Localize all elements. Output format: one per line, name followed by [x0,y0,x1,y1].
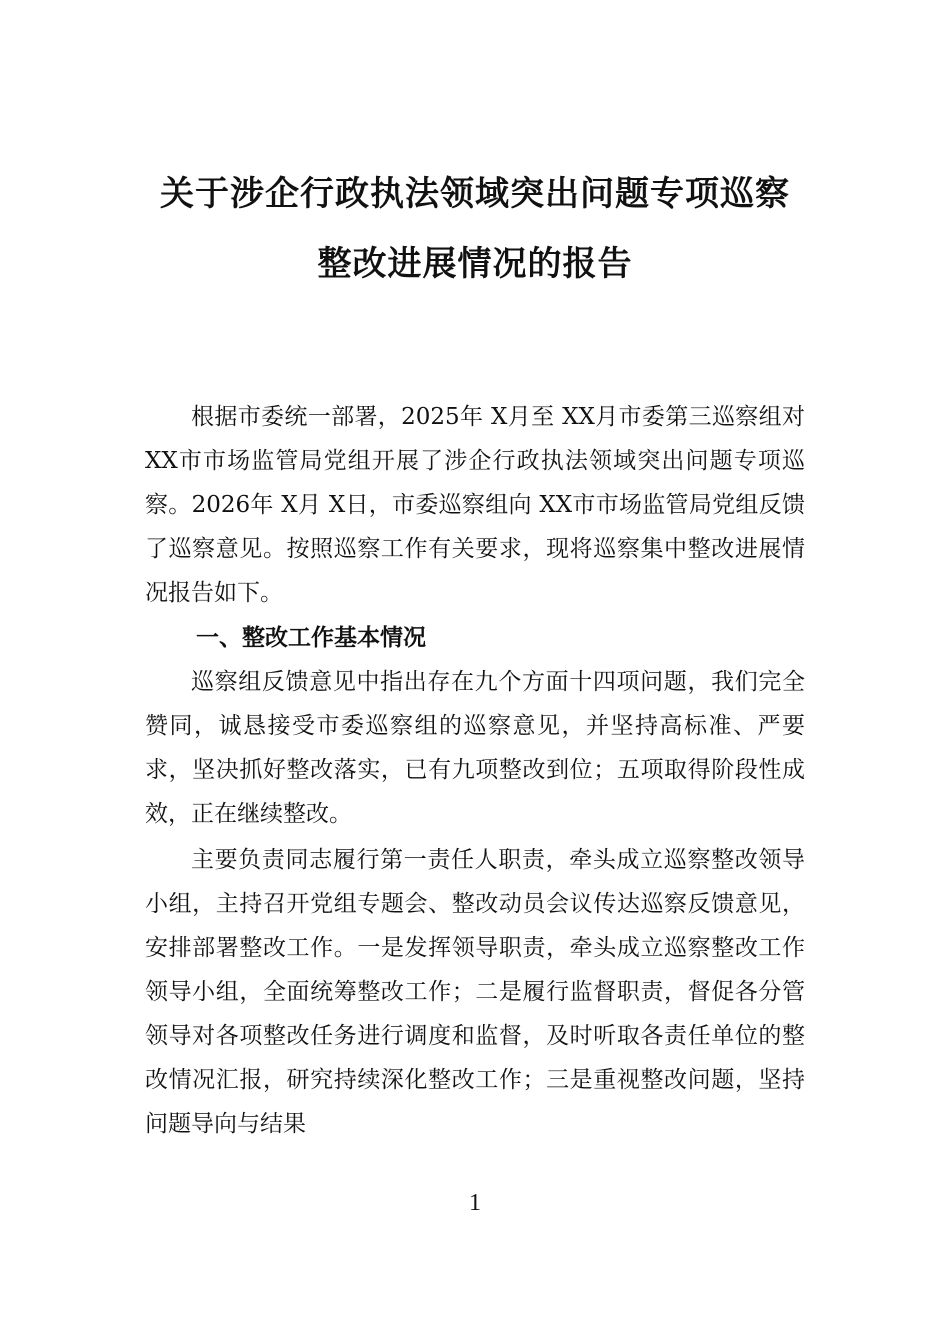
paragraph-intro: 根据市委统一部署，2025年 X月至 XX月市委第三巡察组对 XX市市场监管局党组开展了涉企行政执法领域突出问题专项巡察。2026年 X月 X日，市委巡察组向 XX市市场监管局党组反馈了巡察意见。按照巡察工作有关要求，现将巡察集中整改进展情况报告如下。 [145,404,805,606]
document-title-line-1: 关于涉企行政执法领域突出问题专项巡察 [160,174,790,214]
paragraph-responsibility: 主要负责同志履行第一责任人职责，牵头成立巡察整改领导小组，主持召开党组专题会、整改动员会议传达巡察反馈意见，安排部署整改工作。一是发挥领导职责，牵头成立巡察整改工作领导小组，全面统筹整改工作；二是履行监督职责，督促各分管领导对各项整改任务进行调度和监督，及时听取各责任单位的整改情况汇报，研究持续深化整改工作；三是重视整改问题，坚持问题导向与结果 [145,847,805,1137]
section-heading: 一、整改工作基本情况 [196,625,426,651]
document-title-line-2: 整改进展情况的报告 [317,244,633,284]
paragraph-issues: 巡察组反馈意见中指出存在九个方面十四项问题，我们完全赞同，诚恳接受市委巡察组的巡察意见，并坚持高标准、严要求，坚决抓好整改落实，已有九项整改到位；五项取得阶段性成效，正在继续整改。 [145,669,805,827]
page-number: 1 [469,1190,481,1216]
